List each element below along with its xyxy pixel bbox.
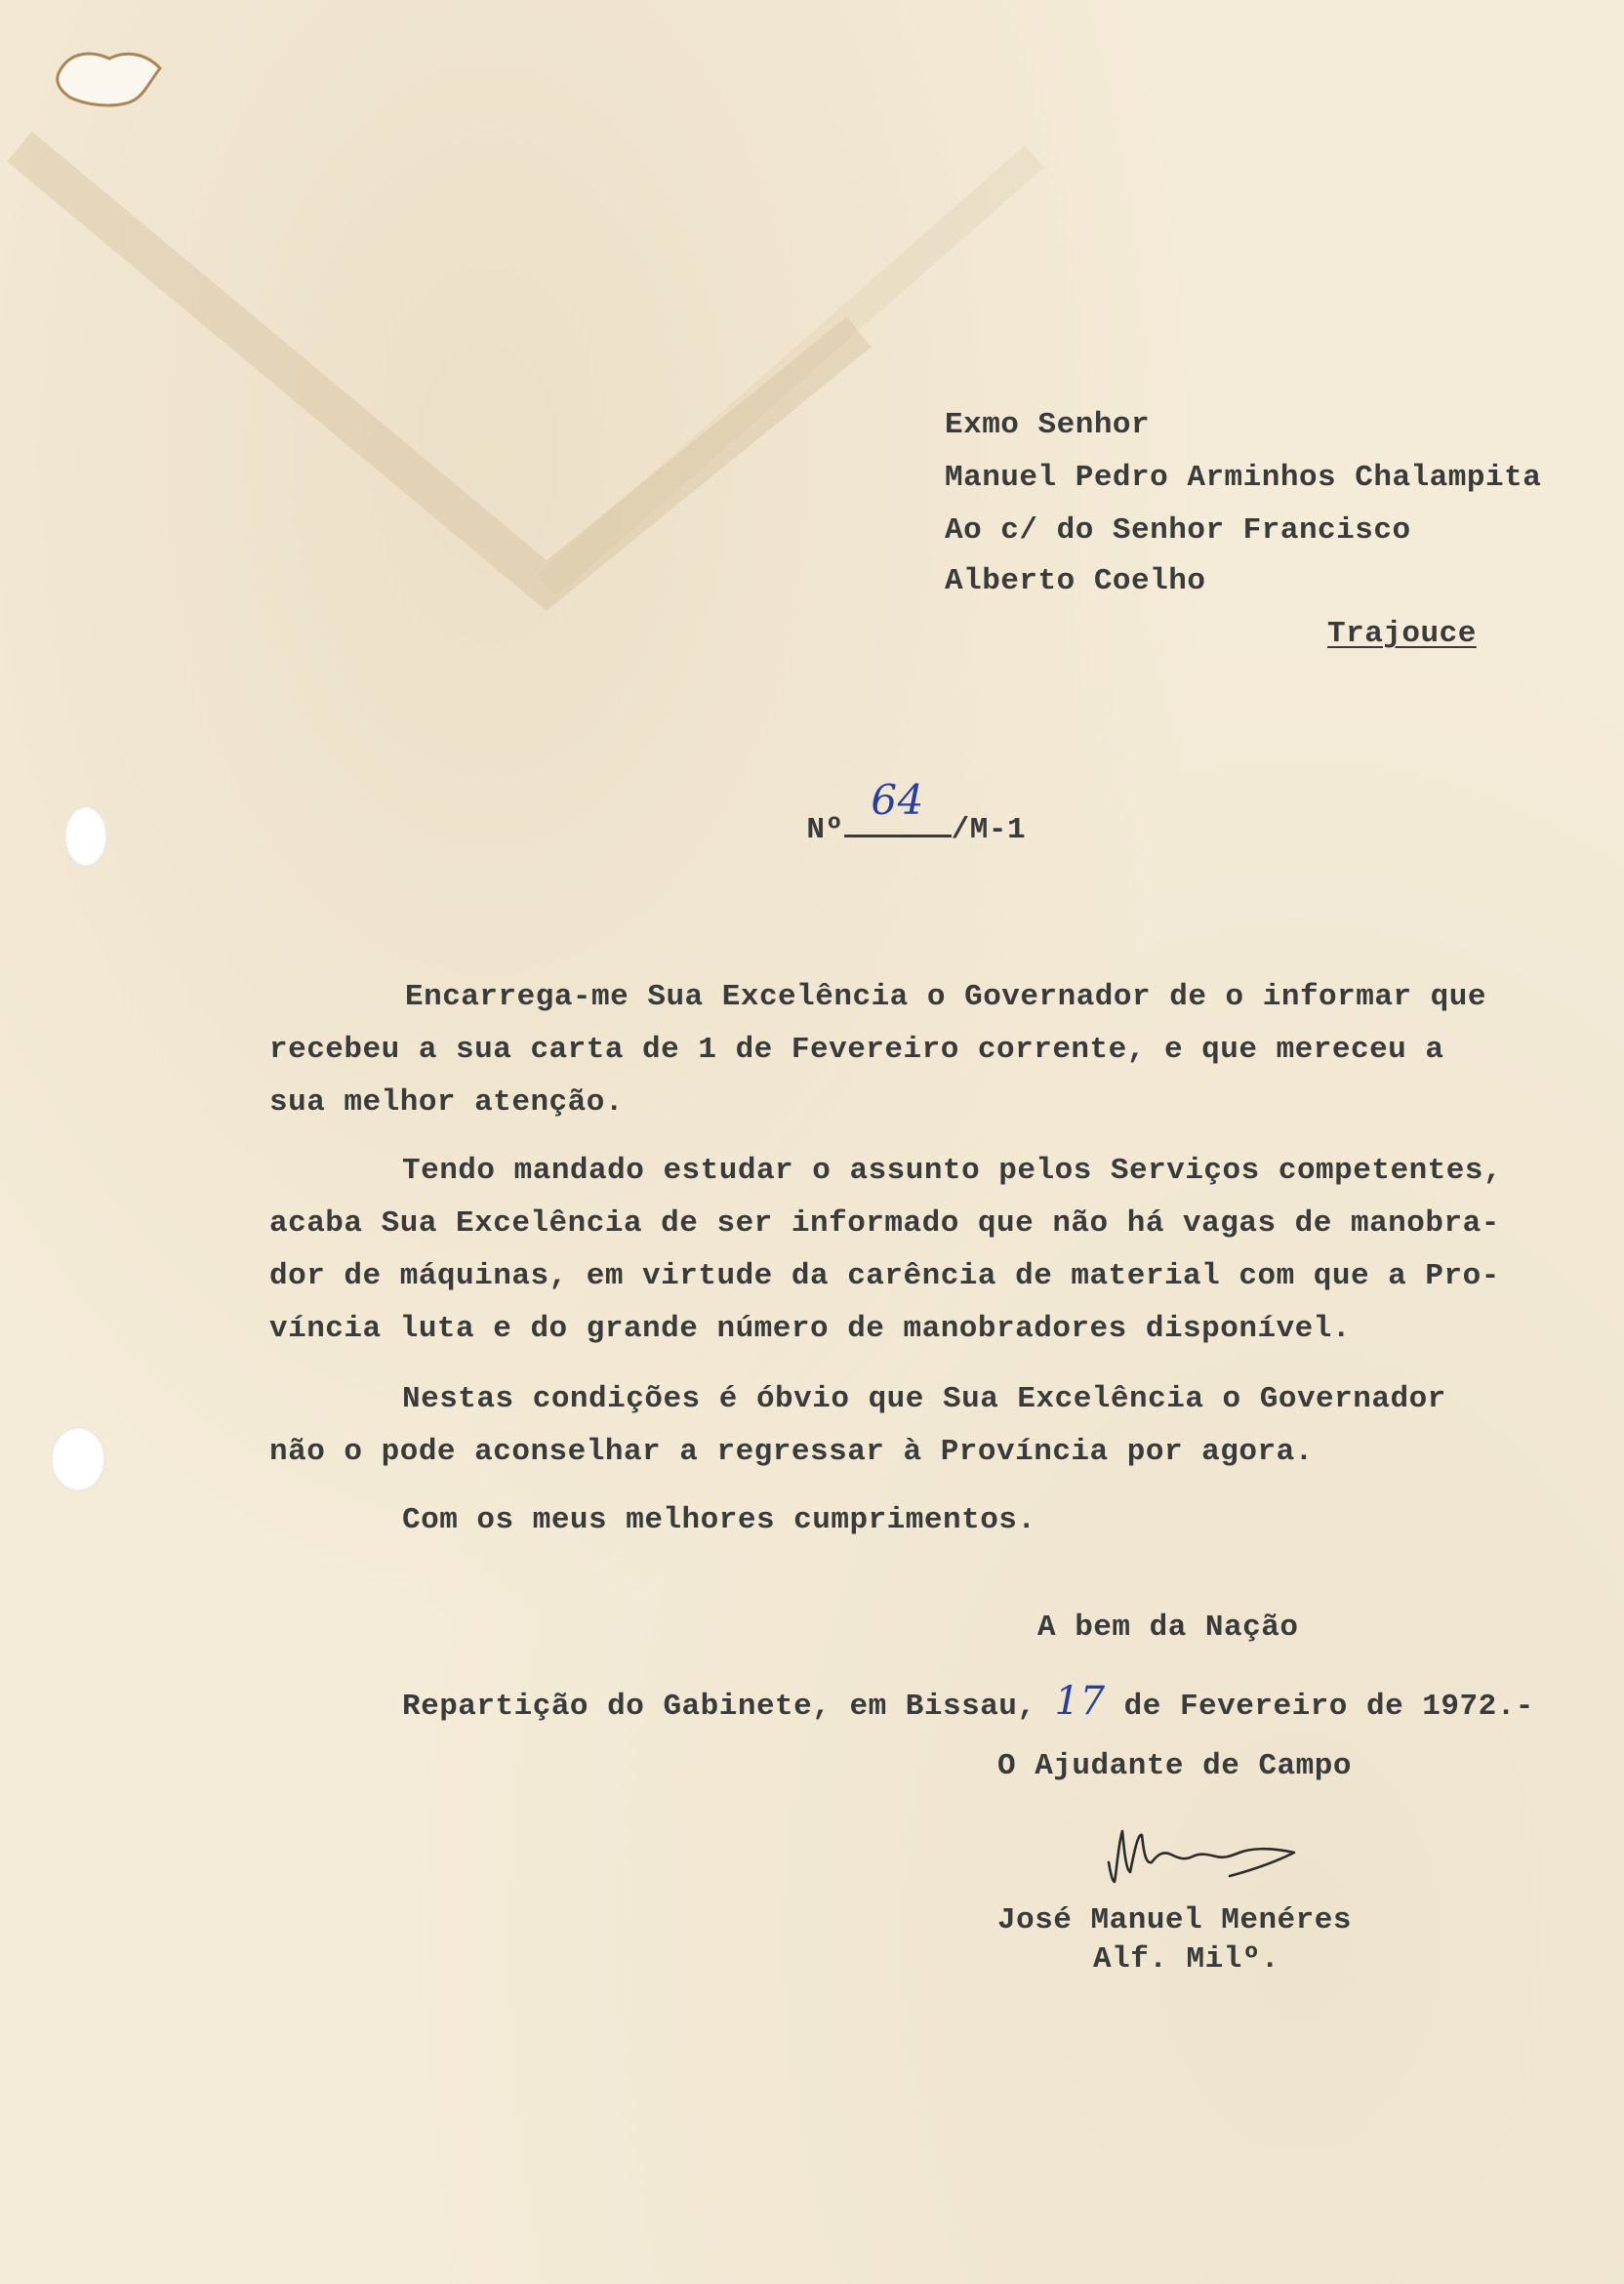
- body-paragraph-2-line-2: acaba Sua Excelência de ser informado que não há vagas de manobra-: [269, 1206, 1500, 1241]
- reference-prefix: Nº: [806, 813, 844, 847]
- body-paragraph-1-line-3: sua melhor atenção.: [269, 1085, 624, 1120]
- closing-motto: A bem da Nação: [1037, 1611, 1299, 1645]
- recipient-place: Trajouce: [1327, 617, 1477, 651]
- handwritten-signature: [1103, 1814, 1327, 1892]
- body-paragraph-3-line-1: Nestas condições é óbvio que Sua Excelência o Governador: [402, 1382, 1446, 1416]
- body-paragraph-4-line-1: Com os meus melhores cumprimentos.: [402, 1503, 1036, 1537]
- body-paragraph-2-line-1: Tendo mandado estudar o assunto pelos Serviços competentes,: [402, 1154, 1503, 1188]
- reference-number: [732, 771, 1026, 881]
- reference-number-handwritten: 64: [871, 776, 924, 824]
- paper-fold-stain: [0, 0, 1624, 683]
- closing-day-handwritten: 17: [1054, 1679, 1106, 1724]
- signer-rank: Alf. Milº.: [1093, 1942, 1280, 1977]
- body-paragraph-2-line-4: víncia luta e do grande número de manobradores disponível.: [269, 1312, 1351, 1346]
- recipient-care-of: Ao c/ do Senhor Francisco: [945, 513, 1411, 548]
- punch-hole-bottom: [51, 1427, 105, 1491]
- punch-hole-top: [64, 806, 107, 867]
- reference-number-field: [844, 776, 952, 837]
- torn-corner-mark: [51, 44, 168, 112]
- recipient-salutation: Exmo Senhor: [945, 408, 1151, 442]
- body-paragraph-2-line-3: dor de máquinas, em virtude da carência de material com que a Pro-: [269, 1259, 1500, 1293]
- reference-suffix: /M-1: [951, 813, 1027, 847]
- closing-place: Repartição do Gabinete, em Bissau,: [402, 1690, 1036, 1724]
- body-paragraph-1-line-1: Encarrega-me Sua Excelência o Governador de o informar que: [405, 980, 1486, 1014]
- closing-role: O Ajudante de Campo: [997, 1749, 1352, 1783]
- closing-date-line: [402, 1679, 1534, 1724]
- signer-name: José Manuel Menéres: [997, 1903, 1352, 1937]
- recipient-care-of-cont: Alberto Coelho: [945, 564, 1206, 598]
- body-paragraph-3-line-2: não o pode aconselhar a regressar à Província por agora.: [269, 1435, 1314, 1469]
- recipient-name: Manuel Pedro Arminhos Chalampita: [945, 461, 1542, 495]
- body-paragraph-1-line-2: recebeu a sua carta de 1 de Fevereiro corrente, e que mereceu a: [269, 1033, 1444, 1067]
- closing-date-suffix: de Fevereiro de 1972.-: [1123, 1690, 1534, 1724]
